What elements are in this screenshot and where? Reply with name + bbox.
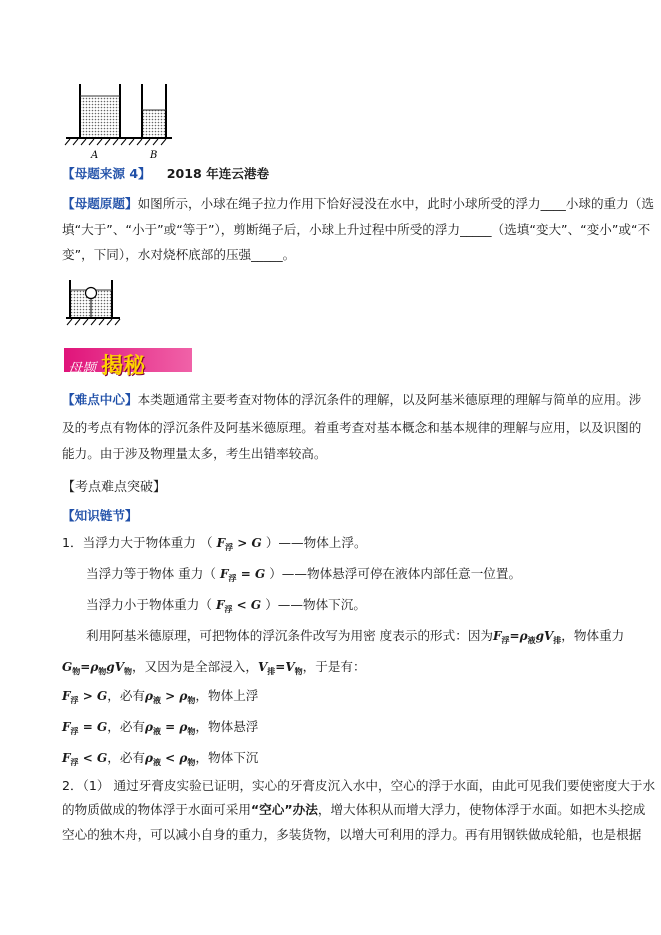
item2-suffix: ）——物体悬浮可停在液体内部任意一位置。 xyxy=(269,566,522,581)
paragraph-2-line-1: 2．（1） 通过牙膏皮实验已证明，实心的牙膏皮沉入水中，空心的浮于水面，由此可见我们要使密度大于水 xyxy=(62,778,656,793)
hollow-method-text: “空心”办法 xyxy=(250,802,318,817)
problem-line-2: 填“大于”、“小于”或“等于”），剪断绳子后，小球上升过程中所受的浮力_____（选填“变大”、“变小”或“不 xyxy=(62,222,651,237)
section-title: 【考点难点突破】 xyxy=(62,480,167,495)
formula-f-eq-g: $F_浮 = G$ xyxy=(219,567,266,583)
item3-prefix: 当浮力小于物体重力（ xyxy=(86,597,212,612)
paragraph-2-line-2: 的物质做成的物体浮于水面可采用“空心”办法，增大体积从而增大浮力，使物体浮于水面。如把木头挖成 xyxy=(62,802,646,817)
gravity-suffix-2: ，于是有： xyxy=(302,659,366,674)
density-condition-sink: $F_浮 < G$，必有$\rho_液 < \rho_物$，物体下沉 xyxy=(62,750,259,767)
item3-suffix: ）——物体下沉。 xyxy=(265,597,366,612)
beakers-figure xyxy=(64,82,174,162)
item2-prefix: 当浮力等于物体 重力（ xyxy=(86,566,216,581)
archimedes-suffix: ，物体重力 xyxy=(561,628,625,643)
problem-tag: 【母题原题】 xyxy=(62,196,138,211)
source-detail: 2018 年连云港卷 xyxy=(166,166,270,181)
item1-prefix: 1．当浮力大于物体重力 （ xyxy=(62,535,213,550)
item1-suffix: ）——物体上浮。 xyxy=(265,535,367,550)
formula-volume: $V_排=V_物$ xyxy=(257,660,303,676)
ball-icon xyxy=(86,288,97,299)
banner-text xyxy=(68,349,145,380)
source-tag: 【母题来源 4】 xyxy=(62,166,151,181)
analysis-tag: 【难点中心】 xyxy=(62,392,138,407)
density-condition-up: $F_浮 > G$，必有$\rho_液 > \rho_物$，物体上浮 xyxy=(62,688,259,705)
analysis-line-2: 及的考点有物体的浮沉条件及阿基米德原理。着重考查对基本概念和基本规律的理解与应用，以及识图的 xyxy=(62,420,642,435)
condition-float-up xyxy=(62,535,367,555)
archimedes-prefix: 利用阿基米德原理，可把物体的浮沉条件改写为用密 度表示的形式：因为 xyxy=(86,628,494,643)
formula-gravity: $G_物=\rho_物gV_物$ xyxy=(62,660,132,676)
analysis-line-3: 能力。由于涉及物理量太多，考生出错率较高。 xyxy=(62,446,327,461)
analysis-text-1: 本类题通常主要考查对物体的浮沉条件的理解，以及阿基米德原理的理解与简单的应用。涉 xyxy=(137,392,642,407)
formula-f-lt-g: $F_浮 < G$ xyxy=(215,598,262,614)
knowledge-tag: 【知识链节】 xyxy=(62,508,138,523)
banner-small-text: 母题 xyxy=(68,361,96,377)
condition-sink xyxy=(86,597,366,617)
beaker-a-label: A xyxy=(91,150,99,161)
condition-suspend xyxy=(86,566,521,586)
analysis-line-1 xyxy=(62,392,641,408)
problem-text-1: 如图所示，小球在绳子拉力作用下恰好浸没在水中，此时小球所受的浮力____小球的重力（选 xyxy=(137,196,654,211)
problem-line-3: 变”，下同），水对烧杯底部的压强_____。 xyxy=(62,247,296,262)
source-line xyxy=(62,166,269,182)
banner-big-text: 揭秘 xyxy=(101,354,146,379)
beaker-b-label: B xyxy=(150,150,158,161)
gravity-suffix: ，又因为是全部浸入， xyxy=(132,659,258,674)
ball-beaker-figure xyxy=(64,278,126,326)
density-condition-suspend: $F_浮 = G$，必有$\rho_液 = \rho_物$，物体悬浮 xyxy=(62,719,259,736)
formula-f-gt-g: $F_浮 > G$ xyxy=(216,536,262,552)
archimedes-line xyxy=(86,628,624,648)
formula-buoyancy: $F_浮=\rho_液gV_排$ xyxy=(493,629,562,645)
gravity-line xyxy=(62,659,366,679)
paragraph-2-line-3: 空心的独木舟，可以减小自身的重力，多装货物，以增大可利用的浮力。再有用钢铁做成轮船，也是根据 xyxy=(62,827,642,842)
problem-line-1 xyxy=(62,196,654,212)
